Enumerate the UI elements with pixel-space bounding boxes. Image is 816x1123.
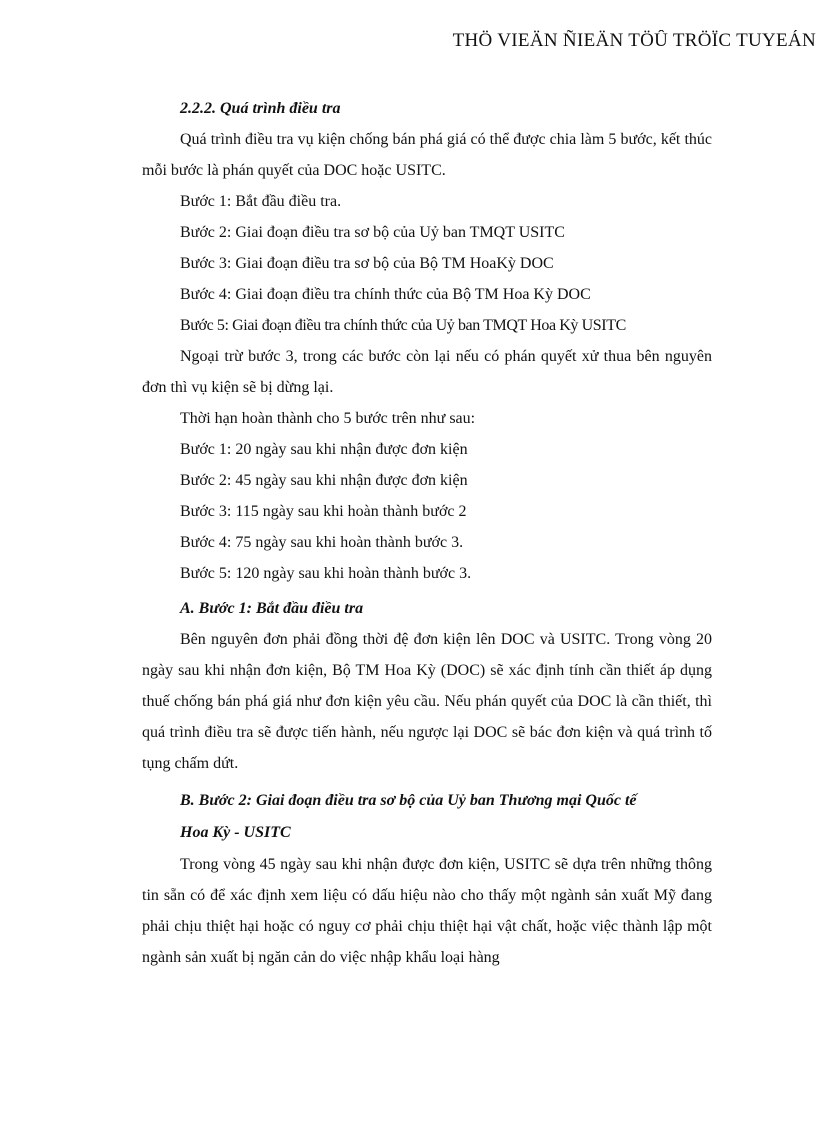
step-item: Bước 2: Giai đoạn điều tra sơ bộ của Uỷ ban TMQT USITC — [180, 224, 565, 241]
timeline-intro: Thời hạn hoàn thành cho 5 bước trên như sau: — [180, 410, 476, 427]
page-header — [0, 30, 816, 52]
section-heading-b — [142, 785, 712, 817]
section-heading-b-line1: B. Bước 2: Giai đoạn điều tra sơ bộ của Uỷ ban Thương mại Quốc tế — [180, 792, 637, 809]
timeline-item: Bước 3: 115 ngày sau khi hoàn thành bước 2 — [180, 503, 467, 520]
intro-paragraph: Quá trình điều tra vụ kiện chống bán phá giá có thể được chia làm 5 bước, kết thúc mỗi bước là phán quyết của DOC hoặc USITC. — [142, 131, 712, 179]
step-item: Bước 1: Bắt đầu điều tra. — [180, 193, 342, 210]
timeline-item: Bước 4: 75 ngày sau khi hoàn thành bước 3. — [180, 534, 464, 551]
timeline-item: Bước 1: 20 ngày sau khi nhận được đơn kiện — [180, 441, 468, 458]
header-title: THÖ VIEÄN ÑIEÄN TÖÛ TRÖÏC TUYEÁN — [452, 30, 816, 51]
step-item: Bước 5: Giai đoạn điều tra chính thức của Uỷ ban TMQT Hoa Kỳ USITC — [180, 317, 626, 334]
document-body — [142, 93, 712, 973]
timeline-item: Bước 2: 45 ngày sau khi nhận được đơn kiện — [180, 472, 468, 489]
section-heading-2-2-2: 2.2.2. Quá trình điều tra — [180, 100, 341, 117]
exception-paragraph: Ngoại trừ bước 3, trong các bước còn lại nếu có phán quyết xử thua bên nguyên đơn thì vụ kiện sẽ bị dừng lại. — [142, 348, 712, 396]
section-a-paragraph: Bên nguyên đơn phải đồng thời đệ đơn kiện lên DOC và USITC. Trong vòng 20 ngày sau khi nhận đơn kiện, Bộ TM Hoa Kỳ (DOC) sẽ xác định tính cần thiết áp dụng thuế chống bán phá giá như đơn kiện yêu cầu. Nếu phán quyết của DOC là cần thiết, thì quá trình điều tra sẽ được tiến hành, nếu ngược lại DOC sẽ bác đơn kiện và quá trình tố tụng chấm dứt. — [142, 631, 712, 772]
timeline-item: Bước 5: 120 ngày sau khi hoàn thành bước 3. — [180, 565, 472, 582]
section-heading-b-cont: Hoa Kỳ - USITC — [180, 824, 291, 841]
section-heading-a: A. Bước 1: Bắt đầu điều tra — [180, 600, 364, 617]
section-b-paragraph: Trong vòng 45 ngày sau khi nhận được đơn kiện, USITC sẽ dựa trên những thông tin sẵn có để xác định xem liệu có dấu hiệu nào cho thấy một ngành sản xuất Mỹ đang phải chịu thiệt hại hoặc có nguy cơ phải chịu thiệt hại vật chất, hoặc việc thành lập một ngành sản xuất bị ngăn cản do việc nhập khẩu loại hàng — [142, 856, 712, 966]
step-item: Bước 4: Giai đoạn điều tra chính thức của Bộ TM Hoa Kỳ DOC — [180, 286, 591, 303]
step-item: Bước 3: Giai đoạn điều tra sơ bộ của Bộ TM HoaKỳ DOC — [180, 255, 554, 272]
